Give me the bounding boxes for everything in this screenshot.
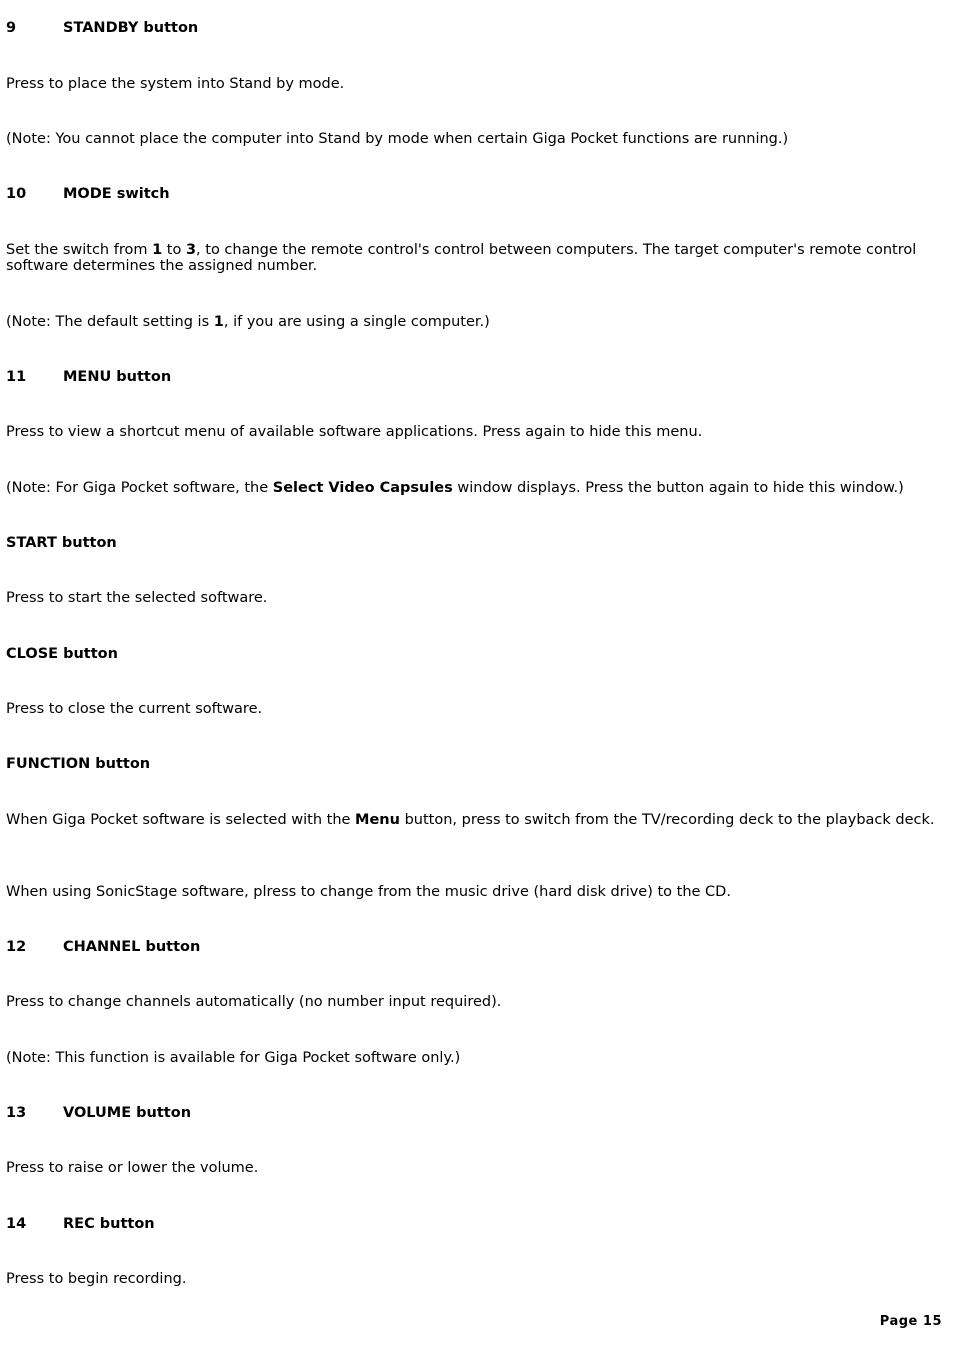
paragraph: When using SonicStage software, plress to change from the music drive (hard disk drive) to the CD. bbox=[6, 884, 731, 900]
paragraph: Press to begin recording. bbox=[6, 1271, 187, 1287]
section-number: 12 bbox=[6, 939, 27, 955]
section-title: MODE switch bbox=[63, 186, 170, 202]
section-number: 9 bbox=[6, 20, 17, 36]
section-title: VOLUME button bbox=[63, 1105, 192, 1121]
text-run: window displays. Press the button again to hide this window.) bbox=[452, 480, 904, 496]
paragraph: Press to place the system into Stand by mode. bbox=[6, 76, 345, 92]
section-number: 11 bbox=[6, 369, 27, 385]
section-10-heading bbox=[6, 186, 944, 202]
paragraph: Press to change channels automatically (no number input required). bbox=[6, 994, 502, 1010]
bold-text: Select Video Capsules bbox=[272, 480, 453, 496]
note bbox=[6, 480, 954, 496]
section-title: MENU button bbox=[63, 369, 172, 385]
text-run: (Note: For Giga Pocket software, the bbox=[6, 480, 273, 496]
section-title: CHANNEL button bbox=[63, 939, 201, 955]
section-number: 14 bbox=[6, 1216, 27, 1232]
section-number: 13 bbox=[6, 1105, 27, 1121]
start-button-heading: START button bbox=[6, 535, 117, 551]
text-run: When Giga Pocket software is selected with the bbox=[6, 812, 356, 828]
section-title: STANDBY button bbox=[63, 20, 199, 36]
paragraph: Press to raise or lower the volume. bbox=[6, 1160, 259, 1176]
bold-text: 1 bbox=[213, 314, 224, 330]
note: (Note: You cannot place the computer into Stand by mode when certain Giga Pocket functions are running.) bbox=[6, 131, 789, 147]
section-11-heading bbox=[6, 369, 944, 385]
text-run: , to change the remote control's control between computers. The target computer's remote control software determines the assigned number. bbox=[6, 242, 917, 274]
bold-text: 3 bbox=[185, 242, 197, 258]
function-button-heading: FUNCTION button bbox=[6, 756, 151, 772]
close-button-heading: CLOSE button bbox=[6, 646, 118, 662]
note bbox=[6, 314, 944, 330]
bold-text: 1 bbox=[152, 242, 163, 258]
text-run: , if you are using a single computer.) bbox=[223, 314, 490, 330]
text-run: Set the switch from bbox=[6, 242, 153, 258]
paragraph bbox=[6, 812, 944, 828]
section-12-heading bbox=[6, 939, 944, 955]
note: (Note: This function is available for Giga Pocket software only.) bbox=[6, 1050, 461, 1066]
text-run: to bbox=[162, 242, 186, 258]
section-13-heading bbox=[6, 1105, 944, 1121]
paragraph: Press to view a shortcut menu of available software applications. Press again to hide this menu. bbox=[6, 424, 703, 440]
paragraph: Press to start the selected software. bbox=[6, 590, 268, 606]
section-number: 10 bbox=[6, 186, 27, 202]
bold-text: Menu bbox=[355, 812, 400, 828]
paragraph: Press to close the current software. bbox=[6, 701, 263, 717]
text-run: (Note: The default setting is bbox=[6, 314, 214, 330]
section-14-heading bbox=[6, 1216, 944, 1232]
text-run: button, press to switch from the TV/recording deck to the playback deck. bbox=[399, 812, 935, 828]
paragraph bbox=[6, 242, 944, 274]
section-9-heading bbox=[6, 20, 944, 36]
section-title: REC button bbox=[63, 1216, 155, 1232]
page-number: Page 15 bbox=[879, 1314, 942, 1329]
